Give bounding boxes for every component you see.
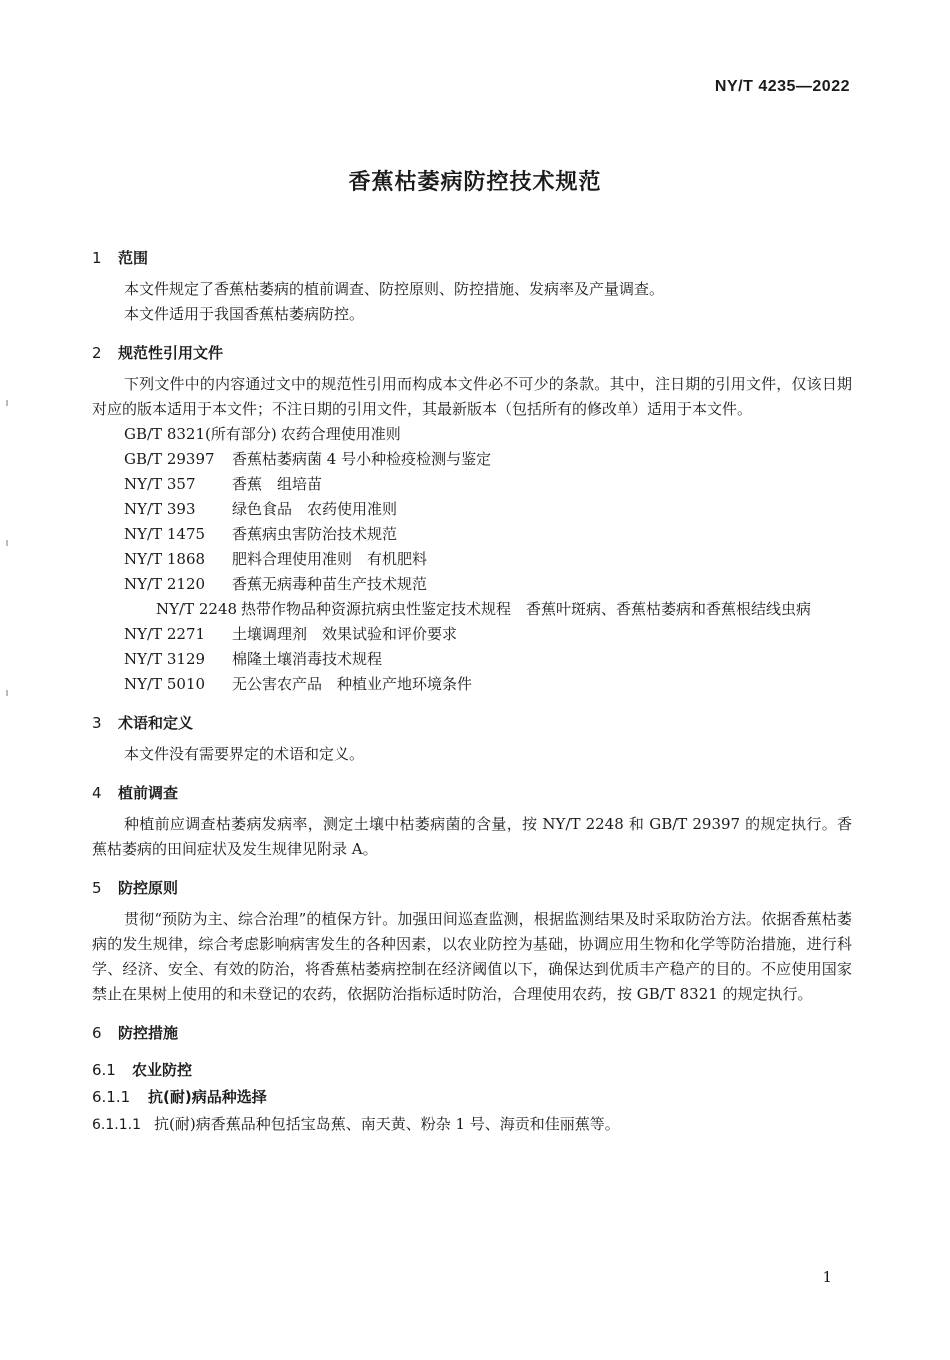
- reference-title: 香蕉 组培苗: [232, 475, 323, 493]
- section-number: 2: [92, 344, 102, 362]
- reference-title: 香蕉枯萎病菌 4 号小种检疫检测与鉴定: [232, 450, 492, 468]
- reference-code: GB/T 29397: [124, 450, 215, 468]
- paragraph: 本文件规定了香蕉枯萎病的植前调查、防控原则、防控措施、发病率及产量调查。: [124, 280, 665, 298]
- subsection-6-1-1-heading: [92, 1085, 852, 1110]
- page-number: 1: [822, 1268, 832, 1286]
- reference-code: GB/T 8321(所有部分): [124, 425, 277, 443]
- clause-text: 抗(耐)病香蕉品种包括宝岛蕉、南天黄、粉杂 1 号、海贡和佳丽蕉等。: [154, 1115, 620, 1133]
- reference-title: 绿色食品 农药使用准则: [232, 500, 398, 518]
- section-number: 6.1: [92, 1061, 116, 1079]
- reference-code: NY/T 2248: [156, 600, 238, 618]
- section-title: 防控原则: [118, 879, 179, 897]
- scan-mark: [6, 690, 8, 696]
- reference-title: 土壤调理剂 效果试验和评价要求: [232, 625, 458, 643]
- section-title: 术语和定义: [118, 714, 194, 732]
- section-number: 6.1.1: [92, 1088, 131, 1106]
- section-title: 农业防控: [132, 1061, 193, 1079]
- reference-title: 热带作物品种资源抗病虫性鉴定技术规程 香蕉叶斑病、香蕉枯萎病和香蕉根结线虫病: [241, 600, 812, 618]
- reference-code: NY/T 1868: [124, 550, 206, 568]
- section-6-heading: [92, 1021, 852, 1046]
- paragraph: 贯彻“预防为主、综合治理”的植保方针。加强田间巡查监测，根据监测结果及时采取防治方法。依据香蕉枯萎病的发生规律，综合考虑影响病害发生的各种因素，以农业防控为基础，协调应用生物和化学等防治措施，进行科学、经济、安全、有效的防治，将香蕉枯萎病控制在经济阈值以下，确保达到优质丰产稳产的目的。不应使用国家禁止在果树上使用的和未登记的农药，依据防治指标适时防治，合理使用农药，按 GB/T 8321 的规定执行。: [92, 910, 852, 1003]
- standard-code: NY/T 4235—2022: [714, 78, 850, 95]
- reference-item: [92, 472, 852, 497]
- section-3-heading: [92, 711, 852, 736]
- section-title: 范围: [118, 249, 149, 267]
- paragraph: 种植前应调查枯萎病发病率，测定土壤中枯萎病菌的含量，按 NY/T 2248 和 GB/T 29397 的规定执行。香蕉枯萎病的田间症状及发生规律见附录 A。: [92, 815, 852, 858]
- section-title: 抗(耐)病品种选择: [148, 1088, 267, 1106]
- reference-item: [92, 672, 852, 697]
- paragraph: 下列文件中的内容通过文中的规范性引用而构成本文件必不可少的条款。其中，注日期的引用文件，仅该日期对应的版本适用于本文件；不注日期的引用文件，其最新版本（包括所有的修改单）适用于本文件。: [92, 375, 852, 418]
- reference-item: [92, 547, 852, 572]
- subsection-6-1-heading: [92, 1058, 852, 1083]
- scan-mark: [6, 540, 8, 546]
- reference-code: NY/T 5010: [124, 675, 206, 693]
- reference-item: [92, 497, 852, 522]
- reference-item: [92, 522, 852, 547]
- reference-code: NY/T 3129: [124, 650, 206, 668]
- reference-item: [92, 647, 852, 672]
- section-number: 3: [92, 714, 102, 732]
- reference-title: 无公害农产品 种植业产地环境条件: [232, 675, 473, 693]
- reference-title: 肥料合理使用准则 有机肥料: [232, 550, 428, 568]
- section-2-heading: [92, 341, 852, 366]
- section-number: 1: [92, 249, 102, 267]
- paragraph: 本文件没有需要界定的术语和定义。: [124, 745, 365, 763]
- reference-item: [92, 447, 852, 472]
- reference-item: [92, 572, 852, 597]
- clause-number: 6.1.1.1: [92, 1117, 141, 1133]
- reference-item: [92, 622, 852, 647]
- reference-code: NY/T 393: [124, 500, 196, 518]
- section-title: 植前调查: [118, 784, 179, 802]
- section-number: 5: [92, 879, 102, 897]
- section-number: 6: [92, 1024, 102, 1042]
- reference-title: 农药合理使用准则: [280, 425, 401, 443]
- section-5-heading: [92, 876, 852, 901]
- document-body: [92, 236, 852, 1138]
- reference-item: [92, 422, 852, 447]
- reference-code: NY/T 357: [124, 475, 196, 493]
- clause-6-1-1-1: [92, 1112, 852, 1138]
- section-number: 4: [92, 784, 102, 802]
- page-title: 香蕉枯萎病防控技术规范: [348, 170, 602, 195]
- section-title: 防控措施: [118, 1024, 179, 1042]
- reference-title: 棉隆土壤消毒技术规程: [232, 650, 383, 668]
- section-1-heading: [92, 246, 852, 271]
- section-4-heading: [92, 781, 852, 806]
- scan-mark: [6, 400, 8, 406]
- reference-title: 香蕉无病毒种苗生产技术规范: [232, 575, 428, 593]
- reference-title: 香蕉病虫害防治技术规范: [232, 525, 398, 543]
- reference-code: NY/T 2120: [124, 575, 206, 593]
- reference-code: NY/T 1475: [124, 525, 206, 543]
- reference-item: [92, 597, 852, 622]
- reference-code: NY/T 2271: [124, 625, 206, 643]
- paragraph: 本文件适用于我国香蕉枯萎病防控。: [124, 305, 365, 323]
- section-title: 规范性引用文件: [118, 344, 224, 362]
